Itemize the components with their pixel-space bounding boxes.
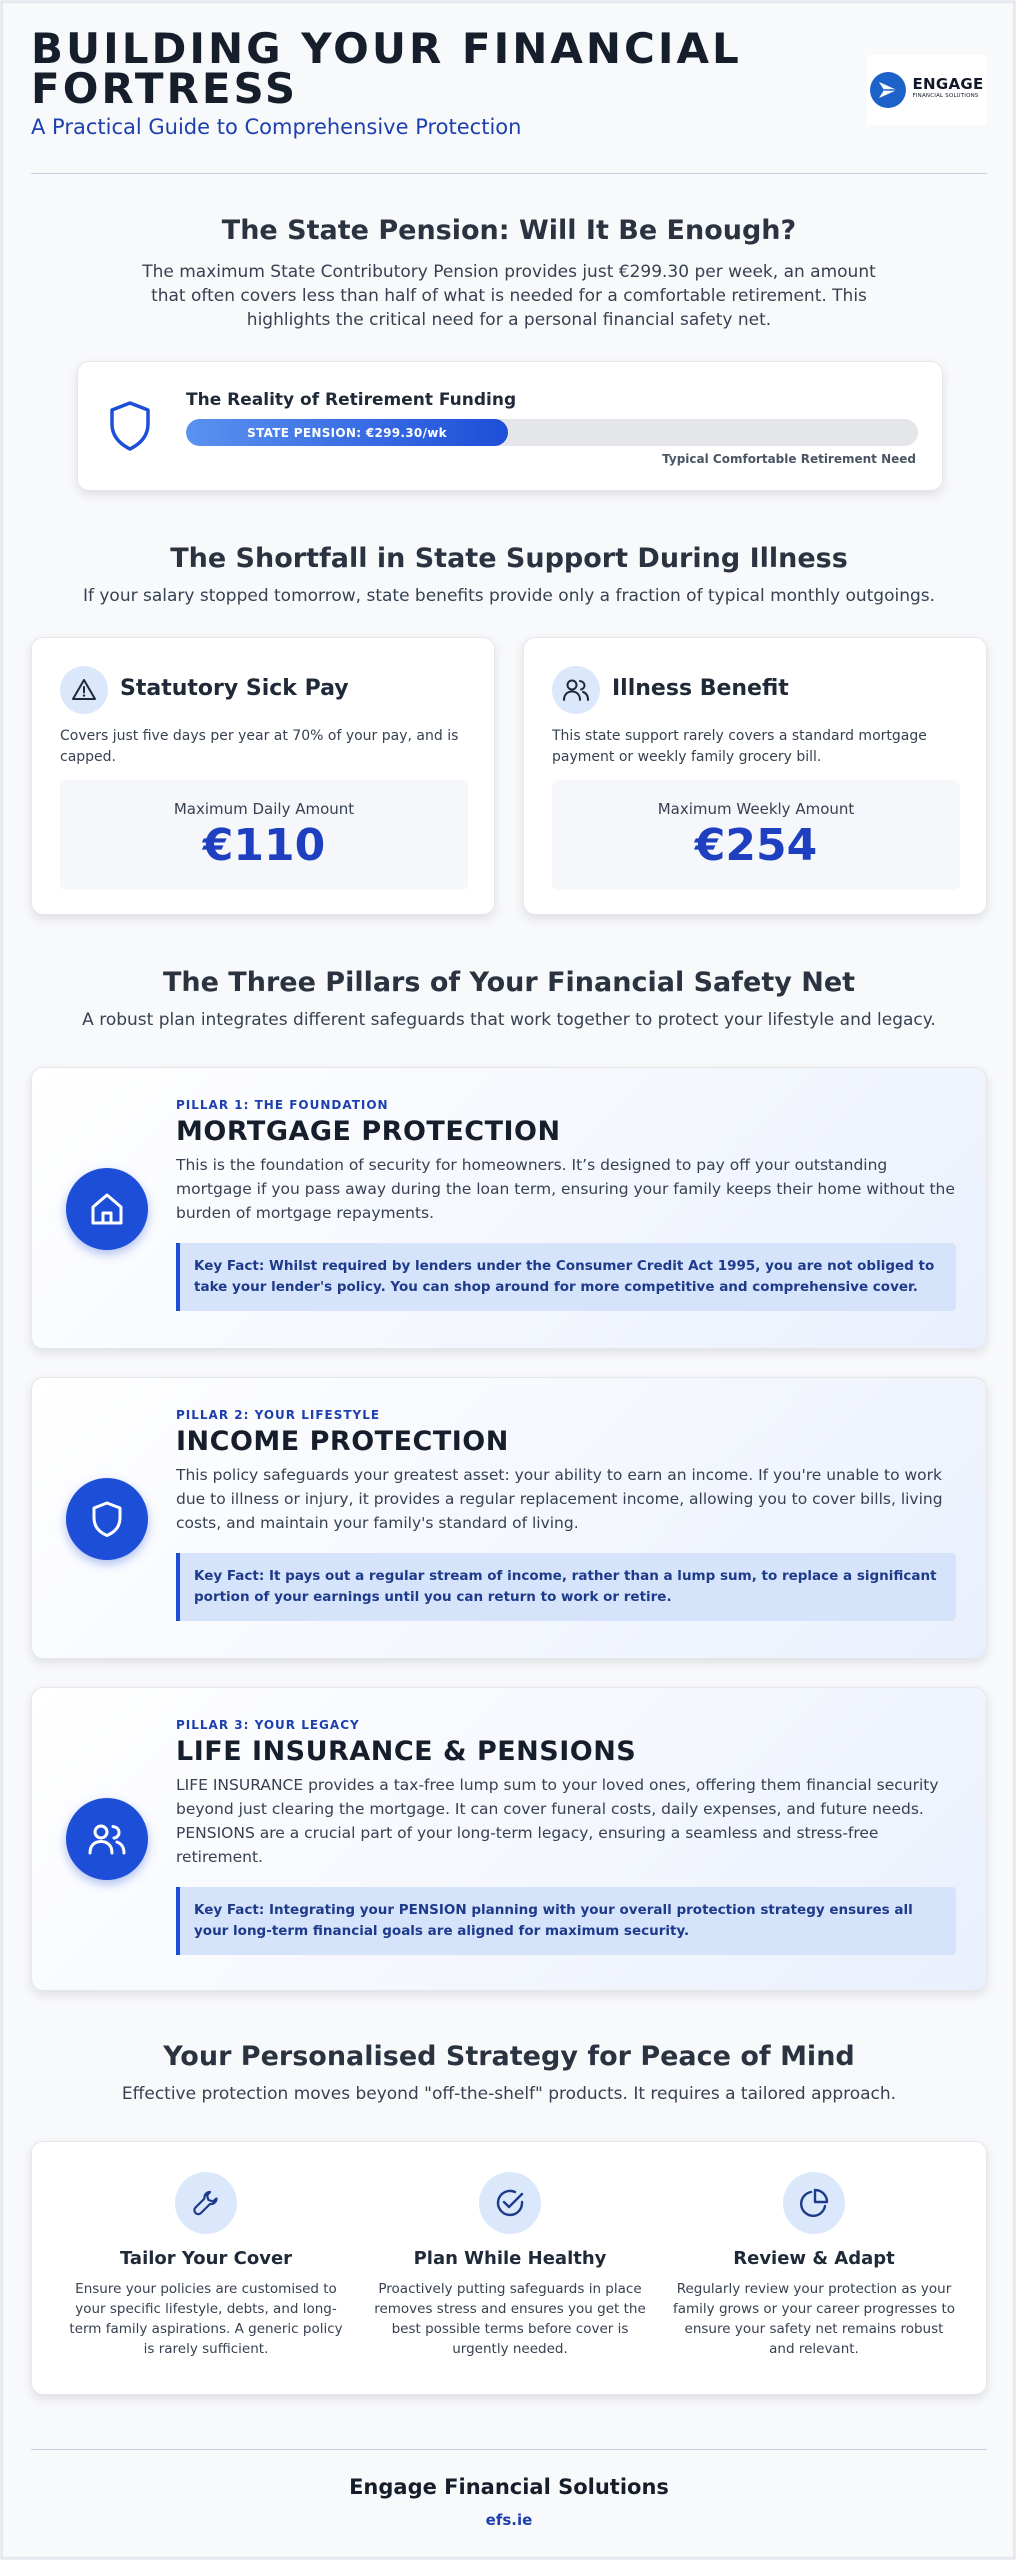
pillars-heading: The Three Pillars of Your Financial Safety Net xyxy=(162,967,856,998)
strategy-section xyxy=(31,2041,987,2106)
users-icon xyxy=(66,1798,148,1880)
page-footer xyxy=(31,2475,987,2529)
pillar-description: LIFE INSURANCE provides a tax-free lump sum to your loved ones, offering them financial security beyond just clearing the mortgage. It can cover funeral costs, daily expenses, and future needs. PENSIONS are a crucial part of your long-term legacy, ensuring a seamless and stress-free retirement. xyxy=(176,1776,939,1866)
pillar-description: This is the foundation of security for homeowners. It’s designed to pay off your outstanding mortgage if you pass away during the loan term, ensuring your family keeps their home without the burden of mortgage repayments. xyxy=(176,1156,955,1222)
pillar-card-life xyxy=(31,1687,987,1991)
home-icon xyxy=(66,1168,148,1250)
header-divider xyxy=(31,173,987,174)
pillars-description: A robust plan integrates different safeguards that work together to protect your lifestyle and legacy. xyxy=(82,1010,936,1030)
key-fact-box: Key Fact: It pays out a regular stream of income, rather than a lump sum, to replace a significant portion of your earnings until you can return to work or retire. xyxy=(176,1553,956,1621)
footer-link[interactable]: efs.ie xyxy=(485,2511,533,2529)
strategy-item-tailor xyxy=(64,2172,348,2359)
pillars-section xyxy=(31,967,987,1032)
users-icon xyxy=(552,666,600,714)
logo-name: ENGAGE xyxy=(912,75,984,93)
strategy-heading: Your Personalised Strategy for Peace of Mind xyxy=(163,2041,855,2072)
strategy-item-title: Plan While Healthy xyxy=(413,2248,607,2269)
amount-label: Maximum Daily Amount xyxy=(173,800,355,818)
pillar-kicker: PILLAR 1: THE FOUNDATION xyxy=(176,1098,389,1112)
pillar-card-mortgage xyxy=(31,1067,987,1349)
amount-label: Maximum Weekly Amount xyxy=(657,800,855,818)
retirement-need-caption: Typical Comfortable Retirement Need xyxy=(662,452,916,466)
retirement-card-title: The Reality of Retirement Funding xyxy=(186,390,517,410)
page-title: BUILDING YOUR FINANCIAL FORTRESS xyxy=(31,24,742,113)
illness-benefit-card xyxy=(523,637,987,915)
benefit-description: This state support rarely covers a standard mortgage payment or weekly family grocery bill. xyxy=(552,728,927,765)
shield-icon xyxy=(108,400,152,456)
wrench-icon xyxy=(175,2172,237,2234)
amount-value: €110 xyxy=(202,820,326,871)
shield-icon xyxy=(66,1478,148,1560)
company-logo[interactable] xyxy=(867,55,987,125)
page-header xyxy=(31,24,987,149)
illness-section xyxy=(31,543,987,608)
footer-company: Engage Financial Solutions xyxy=(349,2475,669,2499)
pension-description: The maximum State Contributory Pension provides just €299.30 per week, an amount that often covers less than half of what is needed for a comfortable retirement. This highlights the critical need for a personal financial safety net. xyxy=(142,262,876,330)
amount-box xyxy=(552,780,960,890)
strategy-item-title: Tailor Your Cover xyxy=(119,2248,293,2269)
key-fact-box: Key Fact: Whilst required by lenders under the Consumer Credit Act 1995, you are not obliged to take your lender's policy. You can shop around for more competitive and comprehensive cover. xyxy=(176,1243,956,1311)
strategy-item-description: Ensure your policies are customised to your specific lifestyle, debts, and long-term family aspirations. A generic policy is rarely sufficient. xyxy=(69,2281,343,2357)
key-fact-box: Key Fact: Integrating your PENSION planning with your overall protection strategy ensures all your long-term financial goals are aligned for maximum security. xyxy=(176,1887,956,1955)
pillar-card-income xyxy=(31,1377,987,1659)
benefit-title: Statutory Sick Pay xyxy=(120,676,349,701)
pie-chart-icon xyxy=(783,2172,845,2234)
pension-section xyxy=(31,215,987,332)
warning-icon xyxy=(60,666,108,714)
strategy-item-title: Review & Adapt xyxy=(733,2248,895,2269)
page-subtitle: A Practical Guide to Comprehensive Protection xyxy=(31,115,522,139)
illness-description: If your salary stopped tomorrow, state benefits provide only a fraction of typical monthly outgoings. xyxy=(82,586,936,606)
pillar-description: This policy safeguards your greatest asset: your ability to earn an income. If you're unable to work due to illness or injury, it provides a regular replacement income, allowing you to cover bills, living costs, and maintain your family's standard of living. xyxy=(176,1466,943,1532)
benefit-description: Covers just five days per year at 70% of your pay, and is capped. xyxy=(60,728,459,765)
pillar-title: INCOME PROTECTION xyxy=(176,1426,509,1457)
benefit-title: Illness Benefit xyxy=(612,676,789,701)
logo-mark-icon xyxy=(870,72,906,108)
check-circle-icon xyxy=(479,2172,541,2234)
illness-heading: The Shortfall in State Support During Illness xyxy=(170,543,848,574)
strategy-item-review xyxy=(672,2172,956,2359)
strategy-card xyxy=(31,2141,987,2395)
pillar-title: LIFE INSURANCE & PENSIONS xyxy=(176,1736,637,1767)
pension-progress-fill: STATE PENSION: €299.30/wk xyxy=(186,419,508,446)
strategy-item-description: Regularly review your protection as your family grows or your career progresses to ensure your safety net remains robust and relevant. xyxy=(672,2281,956,2357)
pension-heading: The State Pension: Will It Be Enough? xyxy=(221,215,797,246)
page xyxy=(2,2,1014,2558)
footer-divider xyxy=(31,2449,987,2450)
logo-tagline: FINANCIAL SOLUTIONS xyxy=(912,93,979,99)
pillar-kicker: PILLAR 3: YOUR LEGACY xyxy=(176,1718,360,1732)
strategy-item-description: Proactively putting safeguards in place removes stress and ensures you get the best possible terms before cover is urgently needed. xyxy=(374,2281,646,2357)
pension-progress-bar xyxy=(186,419,918,446)
pillar-title: MORTGAGE PROTECTION xyxy=(176,1116,561,1147)
amount-box xyxy=(60,780,468,890)
sick-pay-card xyxy=(31,637,495,915)
strategy-item-plan xyxy=(368,2172,652,2359)
amount-value: €254 xyxy=(694,820,818,871)
strategy-description: Effective protection moves beyond "off-the-shelf" products. It requires a tailored approach. xyxy=(121,2084,897,2104)
pillar-kicker: PILLAR 2: YOUR LIFESTYLE xyxy=(176,1408,381,1422)
retirement-funding-card xyxy=(77,361,943,491)
